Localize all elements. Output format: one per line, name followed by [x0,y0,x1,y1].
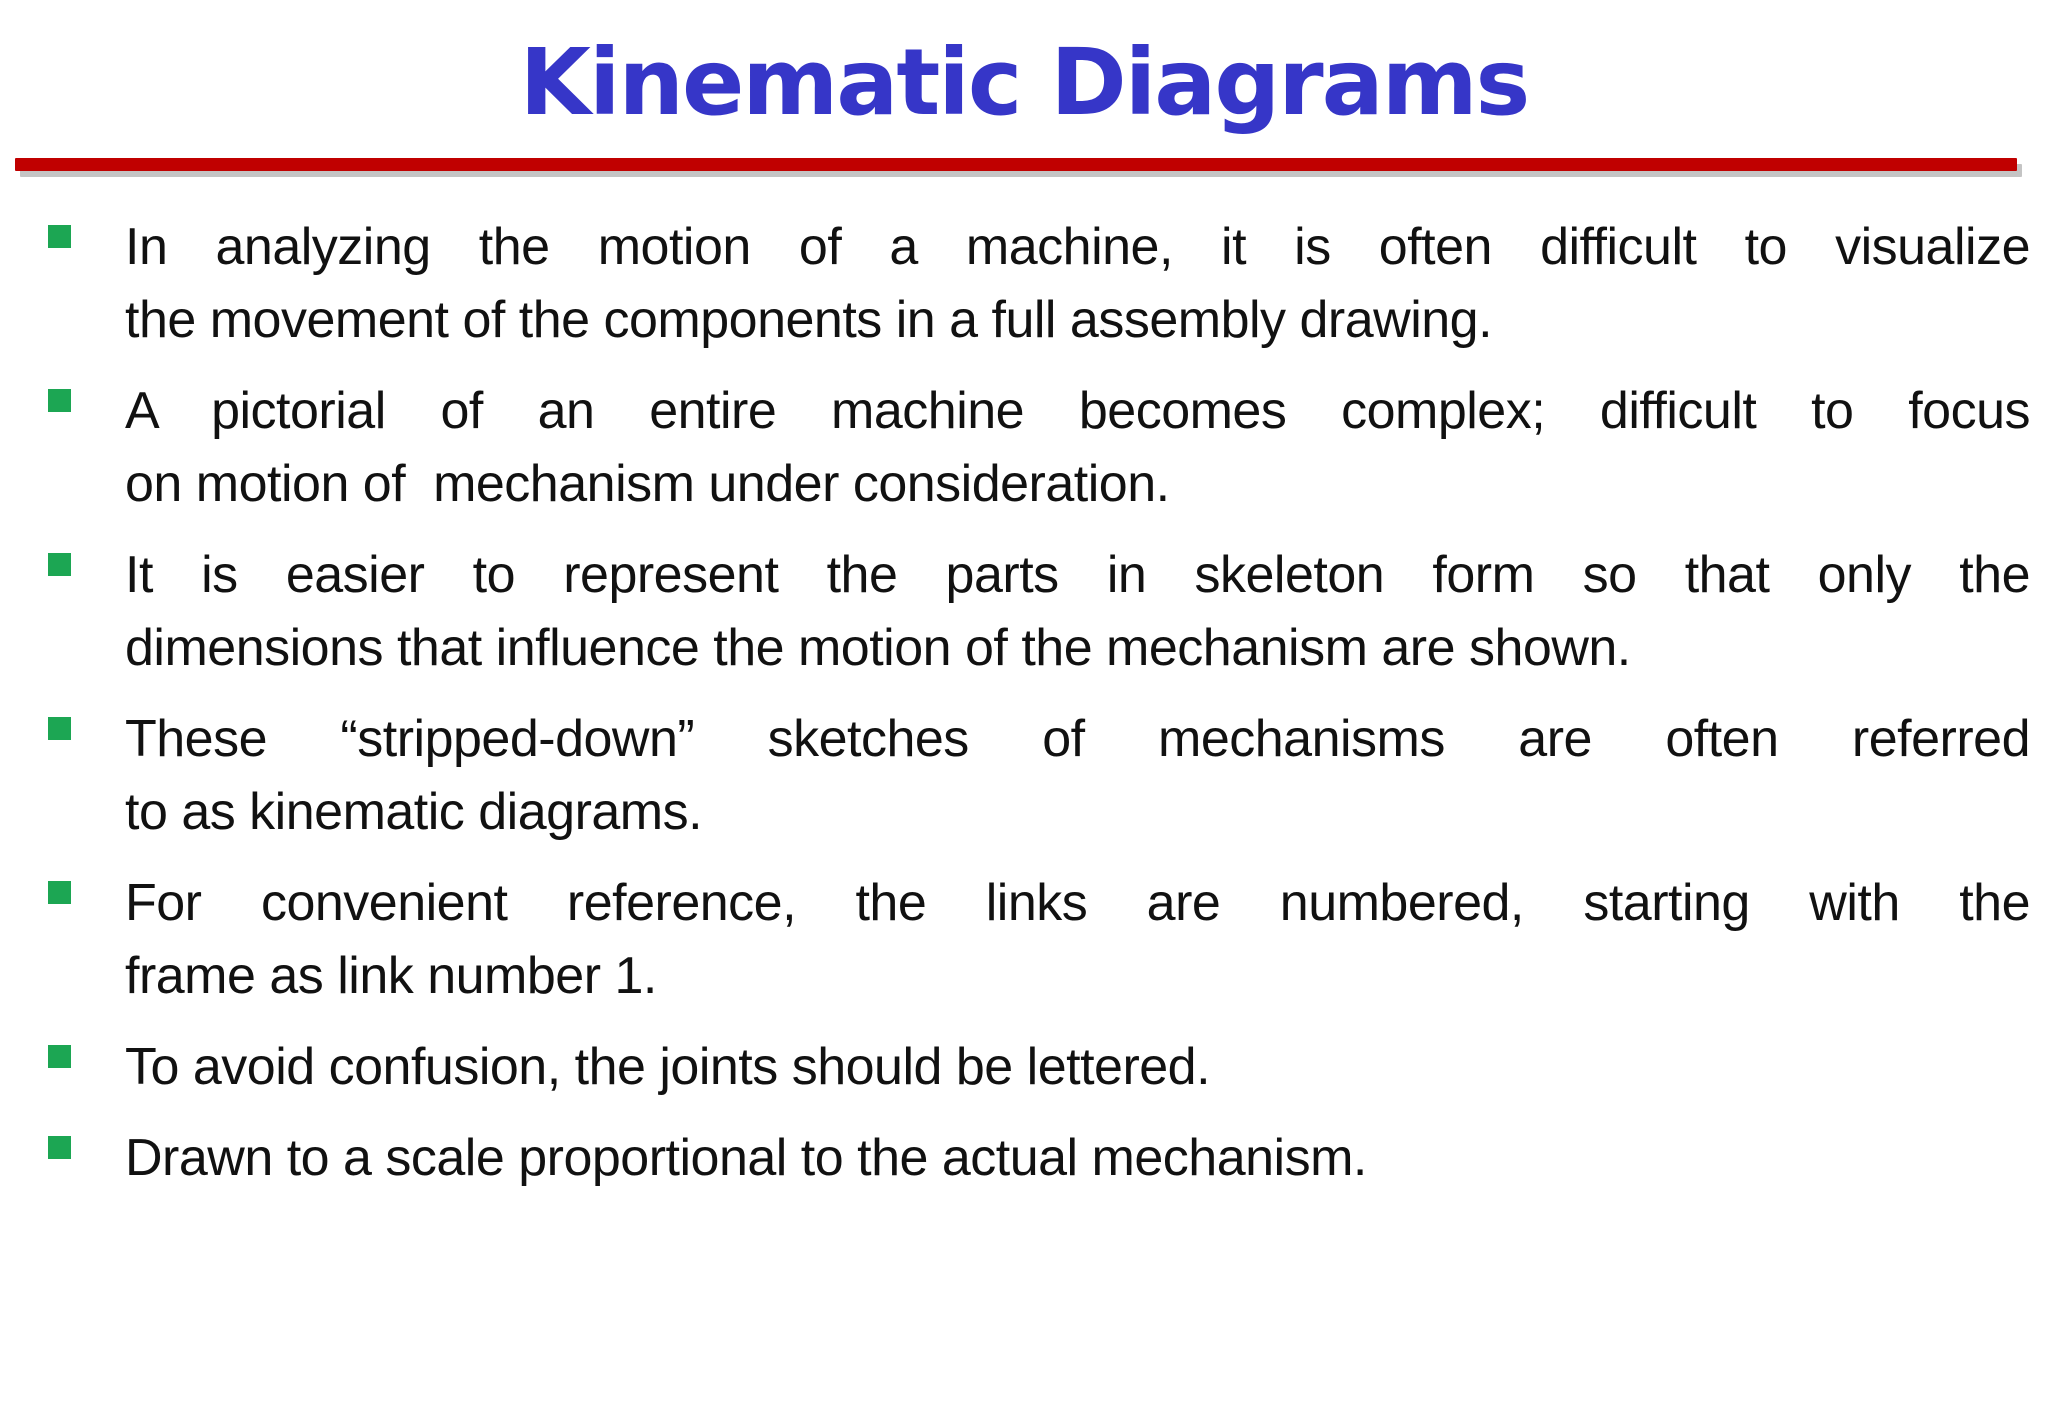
bullet-text [125,867,2030,1013]
green-square-bullet-icon [48,553,71,576]
bullet-line: For convenient reference, the links are numbered, starting with the [125,874,2030,932]
bullet-marker-column [48,375,125,412]
bullet-line: on motion of mechanism under consideration. [125,455,1170,513]
bullet-line: To avoid confusion, the joints should be lettered. [125,1038,1211,1096]
page-title: Kinematic Diagrams [519,29,1529,136]
bullet-line: frame as link number 1. [125,947,657,1005]
bullet-line: Drawn to a scale proportional to the actual mechanism. [125,1129,1367,1187]
list-item [48,539,2030,685]
list-item [48,211,2030,357]
bullet-line: the movement of the components in a full assembly drawing. [125,291,1493,349]
bullet-text [125,703,2030,849]
green-square-bullet-icon [48,389,71,412]
bullet-line: A pictorial of an entire machine becomes complex; difficult to focus [125,382,2030,440]
bullet-text [125,375,2030,521]
list-item [48,375,2030,521]
bullet-line: These “stripped-down” sketches of mechanisms are often referred [125,710,2030,768]
bullet-marker-column [48,703,125,740]
bullet-line: It is easier to represent the parts in skeleton form so that only the [125,546,2030,604]
bullet-marker-column [48,1122,125,1159]
bullet-line: In analyzing the motion of a machine, it is often difficult to visualize [125,218,2030,276]
list-item [48,703,2030,849]
bullet-text [125,539,2030,685]
list-item [48,1031,2030,1104]
green-square-bullet-icon [48,1136,71,1159]
bullet-marker-column [48,1031,125,1068]
bullet-line: to as kinematic diagrams. [125,783,703,841]
bullet-marker-column [48,211,125,248]
bullet-list [0,211,2048,1195]
bullet-marker-column [48,867,125,904]
green-square-bullet-icon [48,1045,71,1068]
title-divider-rule [15,158,2017,171]
green-square-bullet-icon [48,717,71,740]
bullet-text [125,1031,2030,1104]
green-square-bullet-icon [48,881,71,904]
bullet-text [125,211,2030,357]
list-item [48,1122,2030,1195]
green-square-bullet-icon [48,225,71,248]
bullet-marker-column [48,539,125,576]
bullet-line: dimensions that influence the motion of the mechanism are shown. [125,619,1631,677]
bullet-text [125,1122,2030,1195]
list-item [48,867,2030,1013]
